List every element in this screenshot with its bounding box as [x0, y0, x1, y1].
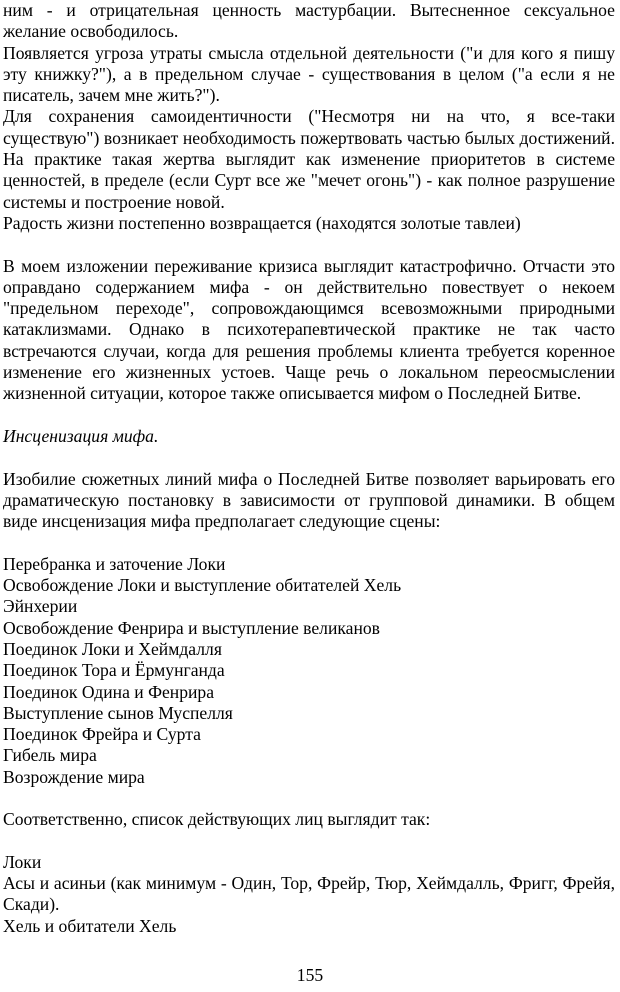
- paragraph-staging: Изобилие сюжетных линий мифа о Последней Битве позволяет варьировать его драматическую постановку в зависимости от групповой динамики. В общем виде инсценизация мифа предполагает следующие сцены:: [3, 468, 615, 532]
- scene-item: Поединок Тора и Ёрмунганда: [3, 660, 225, 681]
- scene-item: Гибель мира: [3, 745, 97, 766]
- spacer: [3, 405, 615, 426]
- scene-item: Выступление сынов Муспелля: [3, 702, 233, 723]
- cast-item: Хель и обитатели Хель: [3, 915, 177, 936]
- scene-item: Эйнхерии: [3, 596, 78, 617]
- scene-item: Освобождение Локи и выступление обитателей Хель: [3, 575, 402, 596]
- scene-item: Перебранка и заточение Локи: [3, 553, 226, 574]
- cast-item: Асы и асиньи (как минимум - Один, Тор, Фрейр, Тюр, Хеймдалль, Фригг, Фрейя, Скади).: [3, 873, 615, 915]
- page-body: [3, 0, 615, 937]
- paragraph-self-identity: Для сохранения самоидентичности ("Несмотря ни на что, я все-таки существую") возникает необходимость пожертвовать частью былых достижений. На практике такая жертва выглядит как изменение приоритетов в системе ценностей, в пределе (если Сурт все же "мечет огонь") - как полное разрушение системы и построение новой.: [3, 106, 615, 212]
- cast-list: [3, 852, 615, 937]
- paragraph-meaning-threat: Появляется угроза утраты смысла отдельной деятельности ("и для кого я пишу эту книжку?"), а в предельном случае - существования в целом ("а если я не писатель, зачем мне жить?").: [3, 42, 615, 106]
- scene-item: Поединок Одина и Фенрира: [3, 681, 215, 702]
- section-heading: Инсценизация мифа.: [3, 425, 159, 446]
- scene-item: Освобождение Фенрира и выступление великанов: [3, 617, 380, 638]
- spacer: [3, 788, 615, 809]
- paragraph-crisis: В моем изложении переживание кризиса выглядит катастрофично. Отчасти это оправдано содержанием мифа - он действительно повествует о некоем "предельном переходе", сопровождающимся всевозможными природными катаклизмами. Однако в психотерапевтической практике не так часто встречаются случаи, когда для решения проблемы клиента требуется коренное изменение его жизненных устоев. Чаще речь о локальном переосмыслении жизненной ситуации, которое также описывается мифом о Последней Битве.: [3, 255, 615, 404]
- paragraph-joy-returns: Радость жизни постепенно возвращается (находятся золотые тавлеи): [3, 212, 521, 233]
- spacer: [3, 234, 615, 255]
- paragraph-masturbation: ним - и отрицательная ценность мастурбации. Вытесненное сексуальное желание освободилось.: [3, 0, 615, 42]
- page-number: 155: [296, 965, 324, 985]
- cast-item: Локи: [3, 851, 42, 872]
- scene-list: [3, 554, 615, 788]
- cast-intro: Соответственно, список действующих лиц выглядит так:: [3, 809, 431, 830]
- spacer: [3, 831, 615, 852]
- scene-item: Поединок Локи и Хеймдалля: [3, 638, 222, 659]
- scene-item: Возрождение мира: [3, 766, 145, 787]
- spacer: [3, 447, 615, 468]
- spacer: [3, 532, 615, 553]
- scene-item: Поединок Фрейра и Сурта: [3, 724, 201, 745]
